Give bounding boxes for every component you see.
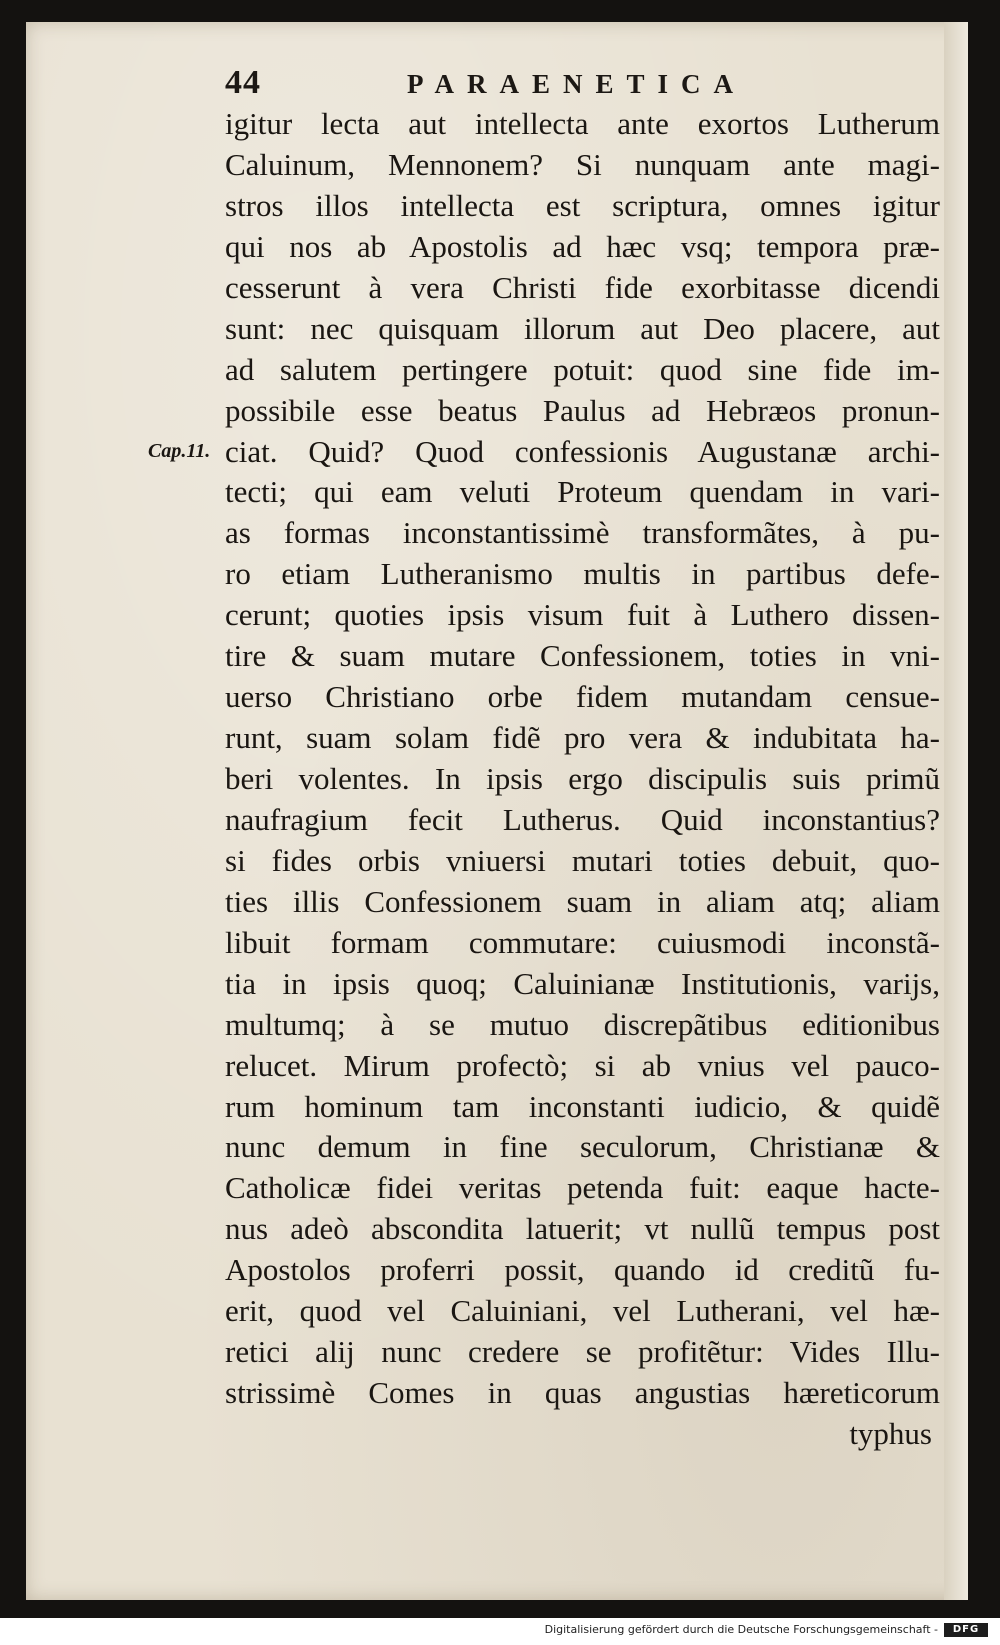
digitization-credit: Digitalisierung gefördert durch die Deutsche Forschungsgemeinschaft - [544,1623,938,1636]
text-line: stros illos intellecta est scriptura, omnes igitur [225,187,940,223]
text-line: nus adeò abscondita latuerit; vt nullũ tempus post [225,1211,940,1247]
text-line: tia in ipsis quoq; Caluinianæ Institutionis, varijs, [225,965,940,1001]
page-number: 44 [225,64,261,101]
text-line: sunt: nec quisquam illorum aut Deo placere, aut [225,310,940,346]
text-line: ad salutem pertingere potuit: quod sine fide im- [225,351,940,387]
text-line: ties illis Confessionem suam in aliam atq; aliam [225,883,940,919]
text-line: tecti; qui eam veluti Proteum quendam in vari- [225,474,940,510]
running-title: PARAENETICA [407,69,747,99]
text-line: Apostolos proferri possit, quando id creditũ fu- [225,1252,940,1288]
catchword: typhus [849,1416,932,1451]
text-line: igitur lecta aut intellecta ante exortos Lutherum [225,106,940,141]
text-block [225,104,940,1455]
text-line: strissimè Comes in quas angustias hæreticorum [225,1375,940,1411]
text-line: Catholicæ fidei veritas petenda fuit: eaque hacte- [225,1170,940,1206]
text-line: Caluinum, Mennonem? Si nunquam ante magi- [225,146,940,182]
page-edge [944,22,968,1600]
text-line: qui nos ab Apostolis ad hæc vsq; tempora præ- [225,228,940,264]
dfg-logo: DFG [944,1623,988,1637]
text-line: ro etiam Lutheranismo multis in partibus defe- [225,556,940,592]
text-line: tire & suam mutare Confessionem, toties in vni- [225,638,940,674]
text-line: rum hominum tam inconstanti iudicio, & quidẽ [225,1088,940,1124]
text-line: as formas inconstantissimè transformãtes, à pu- [225,515,940,551]
text-line: naufragium fecit Lutherus. Quid inconstantius? [225,801,940,837]
margin-note: Cap.11. [148,440,211,462]
text-line: libuit formam commutare: cuiusmodi inconstã- [225,924,940,960]
text-line: cerunt; quoties ipsis visum fuit à Luthero dissen- [225,597,940,633]
text-line: nunc demum in fine seculorum, Christianæ & [225,1129,940,1165]
text-line: cesserunt à vera Christi fide exorbitasse dicendi [225,269,940,305]
text-line: ciat. Quid? Quod confessionis Augustanæ archi- [225,433,940,469]
text-line: uerso Christiano orbe fidem mutandam censue- [225,679,940,715]
text-line: erit, quod vel Caluiniani, vel Lutherani, vel hæ- [225,1293,940,1329]
text-line: possibile esse beatus Paulus ad Hebræos pronun- [225,392,940,428]
text-line: retici alij nunc credere se profitẽtur: Vides Illu- [225,1334,940,1370]
text-line: si fides orbis vniuersi mutari toties debuit, quo- [225,842,940,878]
text-line: multumq; à se mutuo discrepãtibus editionibus [225,1006,940,1042]
text-line: beri volentes. In ipsis ergo discipulis suis primũ [225,761,940,796]
running-head [225,64,925,108]
text-line: runt, suam solam fidẽ pro vera & indubitata ha- [225,720,940,756]
text-line: relucet. Mirum profectò; si ab vnius vel pauco- [225,1047,940,1083]
